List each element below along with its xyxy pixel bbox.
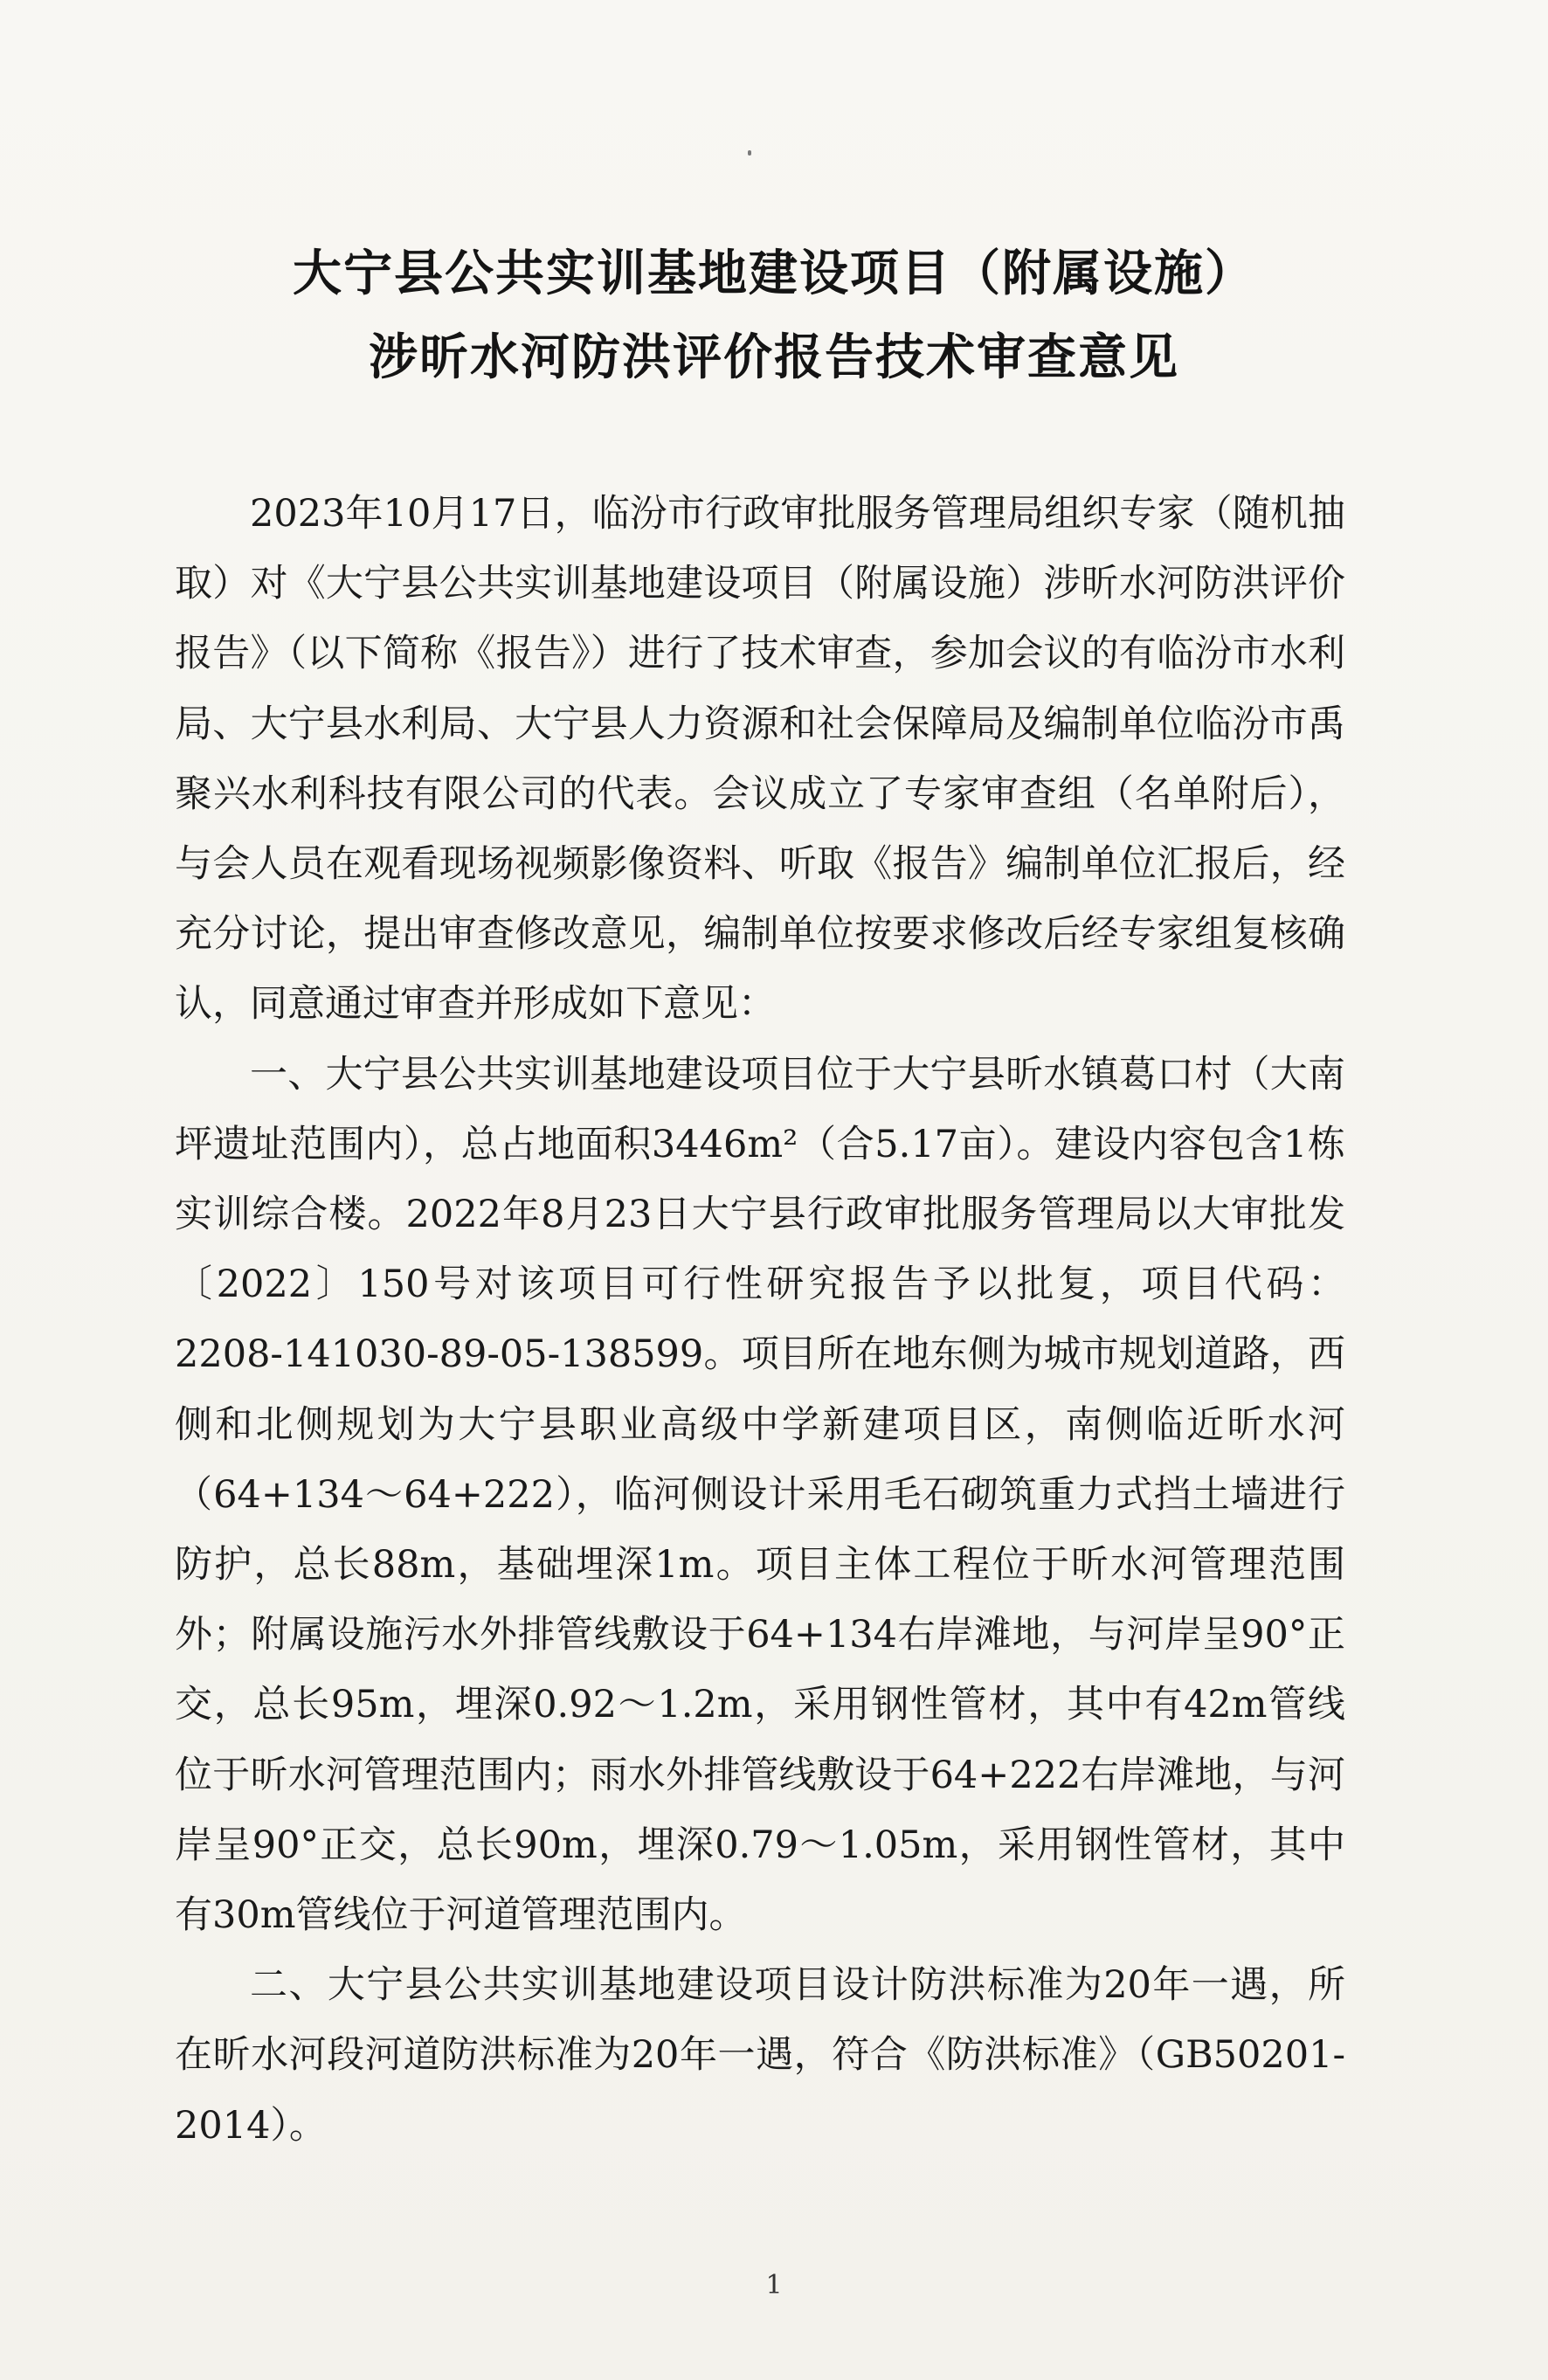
scan-speck bbox=[748, 150, 751, 156]
paragraph-item-1: 一、大宁县公共实训基地建设项目位于大宁县昕水镇葛口村（大南坪遗址范围内），总占地面积3446m²（合5.17亩）。建设内容包含1栋实训综合楼。2022年8月23日大宁县行政审批服务管理局以大审批发〔2022〕150号对该项目可行性研究报告予以批复，项目代码：2208-141030-89-05-138599。项目所在地东侧为城市规划道路，西侧和北侧规划为大宁县职业高级中学新建项目区，南侧临近昕水河（64+134～64+222），临河侧设计采用毛石砌筑重力式挡土墙进行防护，总长88m，基础埋深1m。项目主体工程位于昕水河管理范围外；附属设施污水外排管线敷设于64+134右岸滩地，与河岸呈90°正交，总长95m，埋深0.92～1.2m，采用钢性管材，其中有42m管线位于昕水河管理范围内；雨水外排管线敷设于64+222右岸滩地，与河岸呈90°正交，总长90m，埋深0.79～1.05m，采用钢性管材，其中有30m管线位于河道管理范围内。 bbox=[175, 1052, 1345, 1938]
paragraph-intro: 2023年10月17日，临汾市行政审批服务管理局组织专家（随机抽取）对《大宁县公共实训基地建设项目（附属设施）涉昕水河防洪评价报告》（以下简称《报告》）进行了技术审查，参加会议的有临汾市水利局、大宁县水利局、大宁县人力资源和社会保障局及编制单位临汾市禹聚兴水利科技有限公司的代表。会议成立了专家审查组（名单附后），与会人员在观看现场视频影像资料、听取《报告》编制单位汇报后，经充分讨论，提出审查修改意见，编制单位按要求修改后经专家组复核确认，同意通过审查并形成如下意见： bbox=[175, 492, 1345, 1027]
document-body bbox=[175, 479, 1345, 2161]
page-number: 1 bbox=[765, 2270, 783, 2300]
document-title-line-2: 涉昕水河防洪评价报告技术审查意见 bbox=[369, 329, 1179, 386]
paragraph-item-2: 二、大宁县公共实训基地建设项目设计防洪标准为20年一遇，所在昕水河段河道防洪标准为20年一遇，符合《防洪标准》（GB50201-2014）。 bbox=[175, 1963, 1345, 2148]
document-title-line-1: 大宁县公共实训基地建设项目（附属设施） bbox=[293, 246, 1255, 302]
